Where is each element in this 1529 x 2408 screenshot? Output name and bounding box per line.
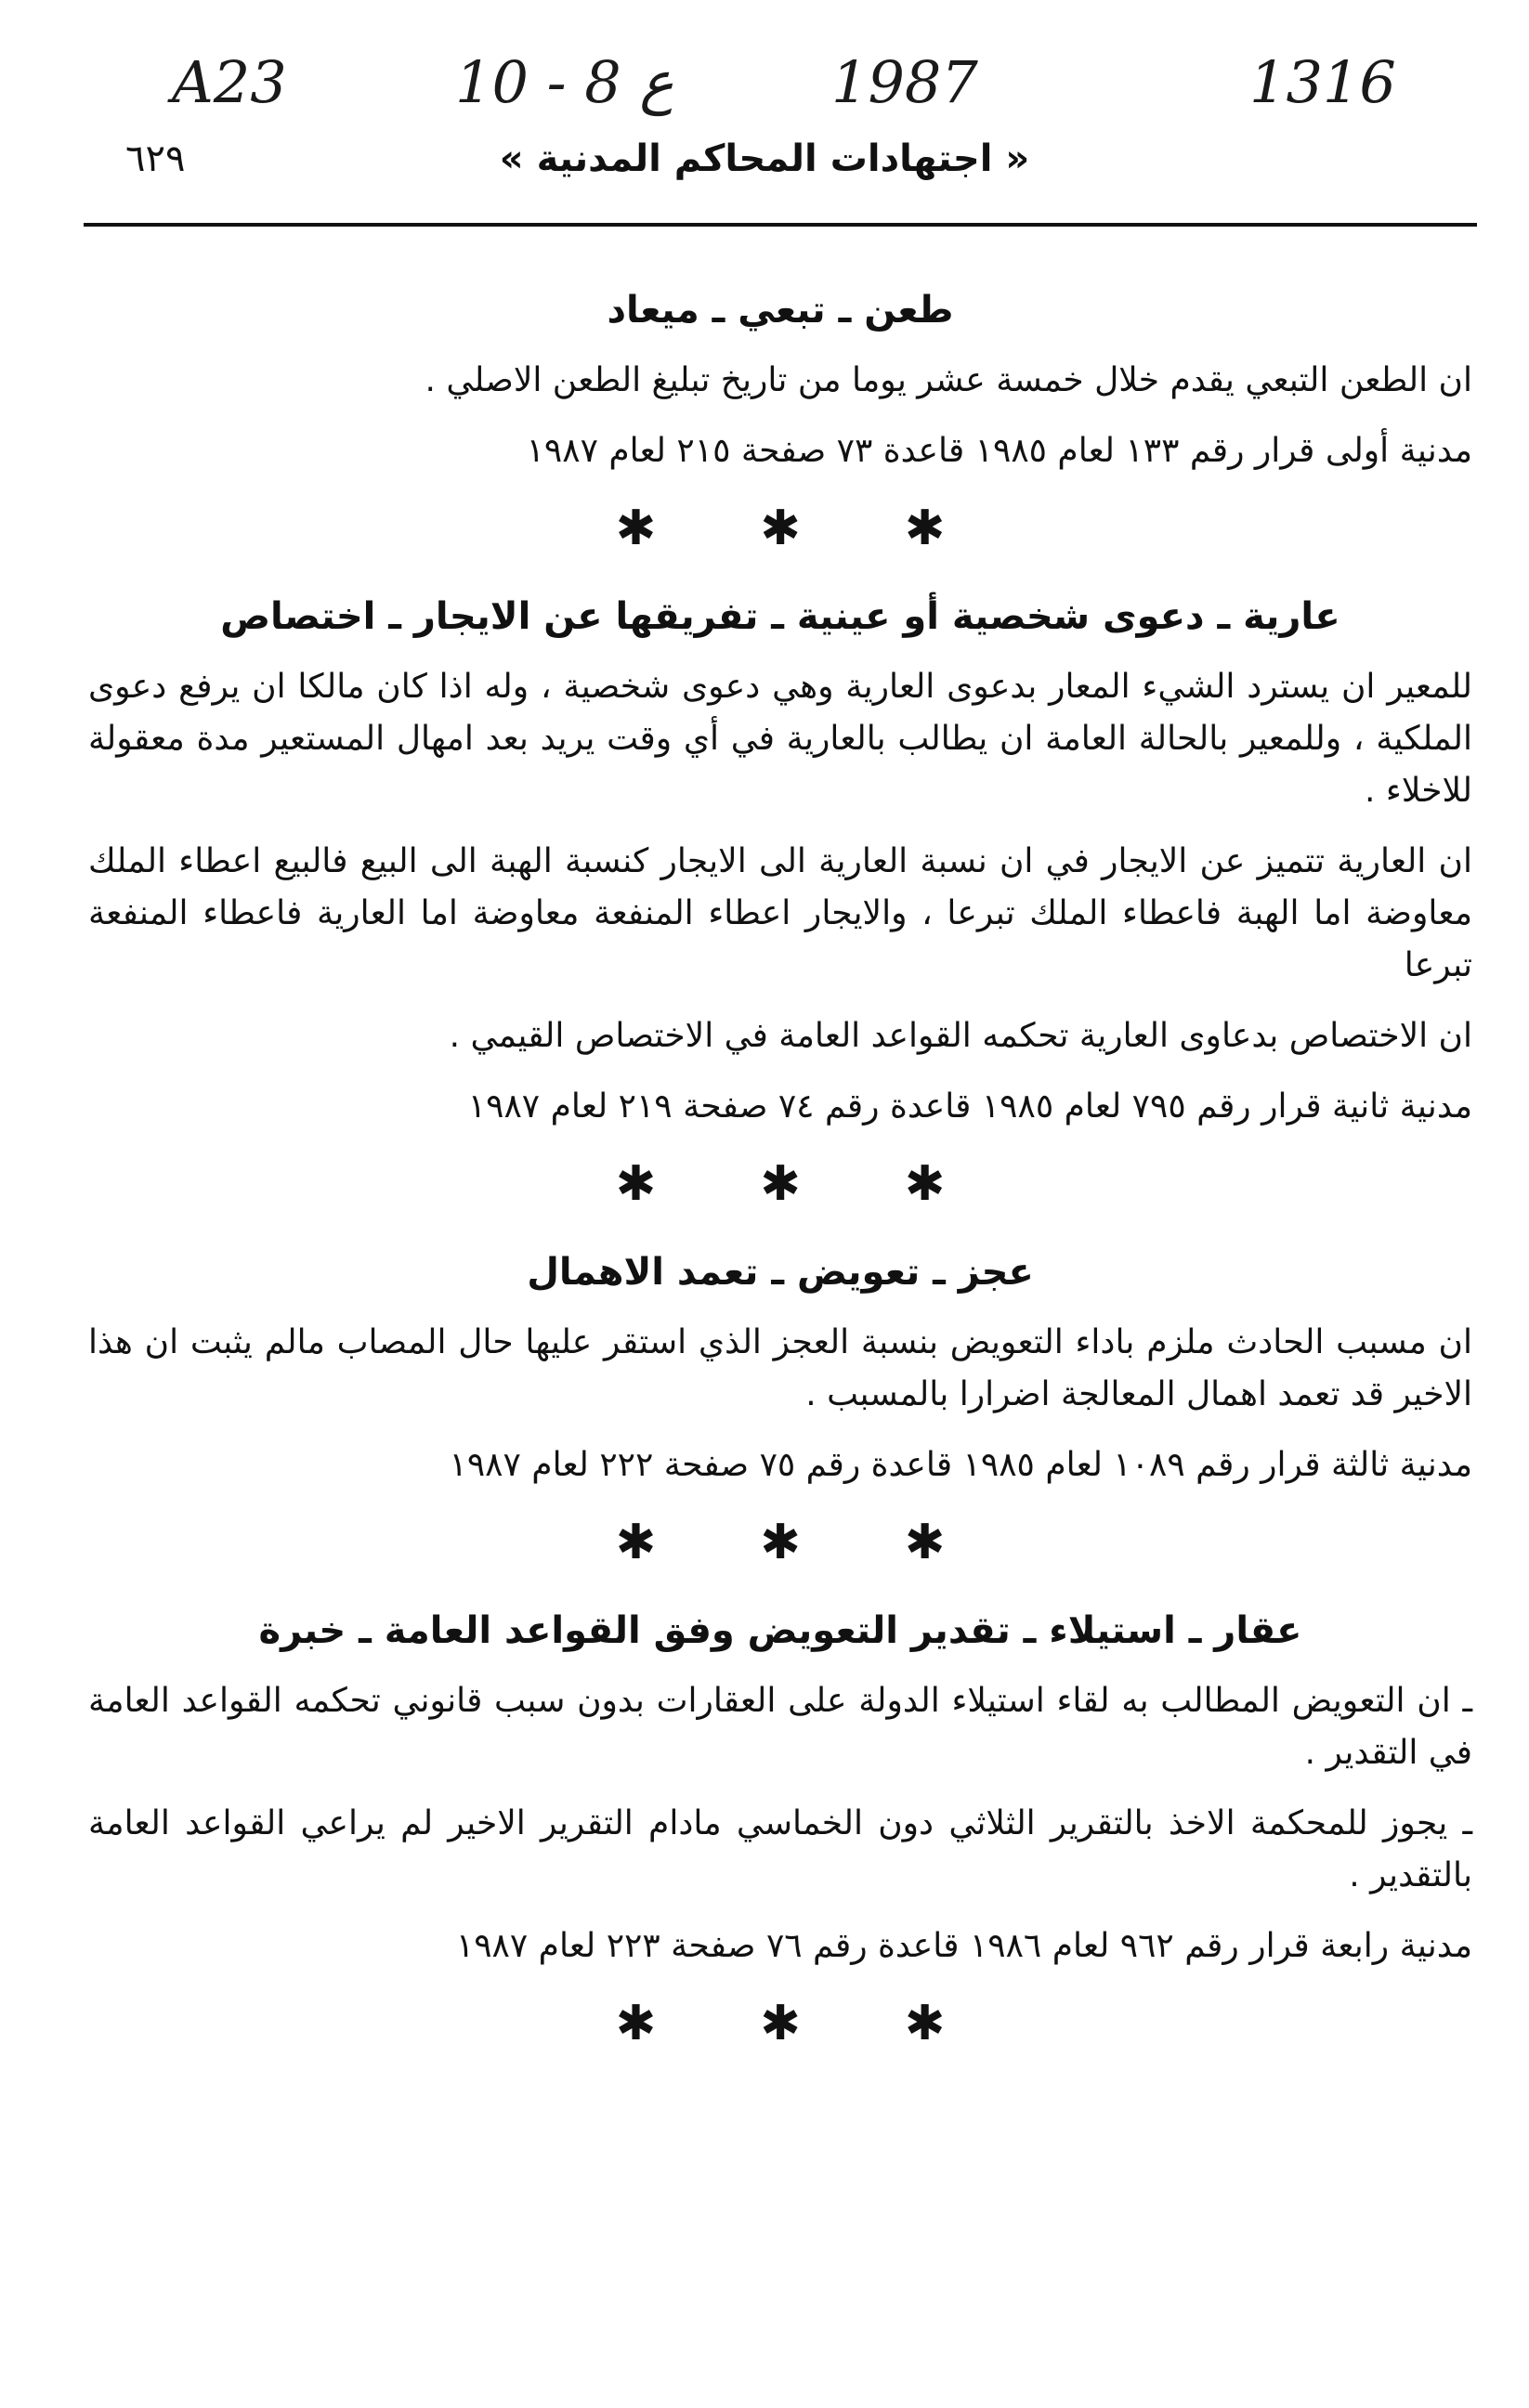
handwritten-code-right: 1316: [1249, 48, 1396, 116]
asterisk-icon: ✱: [760, 1996, 801, 2051]
asterisk-icon: ✱: [760, 1156, 801, 1212]
ruling-section: [88, 589, 1472, 1133]
ruling-section: [88, 1244, 1472, 1491]
ruling-section: [88, 1603, 1472, 1972]
section-heading: طعن ـ تبعي ـ ميعاد: [607, 289, 954, 332]
section-separator: [88, 1991, 1472, 2056]
section-heading: عارية ـ دعوى شخصية أو عينية ـ تفريقها عن الايجار ـ اختصاص: [220, 595, 1340, 638]
ruling-citation: مدنية ثانية قرار رقم ٧٩٥ لعام ١٩٨٥ قاعدة رقم ٧٤ صفحة ٢١٩ لعام ١٩٨٧: [467, 1087, 1472, 1126]
handwritten-date: 10 - 8 ع: [455, 48, 674, 116]
section-separator: [88, 496, 1472, 561]
ruling-citation: مدنية رابعة قرار رقم ٩٦٢ لعام ١٩٨٦ قاعدة رقم ٧٦ صفحة ٢٢٣ لعام ١٩٨٧: [455, 1927, 1472, 1965]
asterisk-icon: ✱: [615, 1996, 657, 2051]
ruling-citation: مدنية ثالثة قرار رقم ١٠٨٩ لعام ١٩٨٥ قاعدة رقم ٧٥ صفحة ٢٢٢ لعام ١٩٨٧: [449, 1446, 1472, 1484]
asterisk-icon: ✱: [904, 1996, 946, 2051]
asterisk-icon: ✱: [760, 501, 801, 556]
section-heading: عجز ـ تعويض ـ تعمد الاهمال: [527, 1251, 1034, 1294]
ruling-paragraph: ان العارية تتميز عن الايجار في ان نسبة العارية الى الايجار كنسبة الهبة الى البيع فالبيع اعطاء الملك معاوضة اما الهبة فاعطاء الملك تبرعا ، والايجار اعطاء المنفعة معاوضة اما العارية فاعطاء المنفعة تبرعا: [88, 842, 1472, 984]
asterisk-icon: ✱: [615, 501, 657, 556]
section-heading: عقار ـ استيلاء ـ تقدير التعويض وفق القواعد العامة ـ خبرة: [258, 1609, 1302, 1652]
ruling-paragraph: ـ ان التعويض المطالب به لقاء استيلاء الدولة على العقارات بدون سبب قانوني تحكمه القواعد العامة في التقدير .: [88, 1682, 1472, 1772]
asterisk-icon: ✱: [904, 1156, 946, 1212]
ruling-paragraph: ان الطعن التبعي يقدم خلال خمسة عشر يوما من تاريخ تبليغ الطعن الاصلي .: [425, 361, 1472, 399]
ruling-paragraph: للمعير ان يسترد الشيء المعار بدعوى العارية وهي دعوى شخصية ، وله اذا كان مالكا ان يرفع دعوى الملكية ، وللمعير بالحالة العامة ان يطالب بالعارية في أي وقت يريد بعد امهال المستعير مدة معقولة للاخلاء .: [88, 668, 1472, 810]
ruling-paragraph: ان الاختصاص بدعاوى العارية تحكمه القواعد العامة في الاختصاص القيمي .: [449, 1017, 1472, 1055]
asterisk-icon: ✱: [904, 501, 946, 556]
section-separator: [88, 1152, 1472, 1217]
running-title: « اجتهادات المحاكم المدنية »: [499, 137, 1030, 180]
ruling-paragraph: ـ يجوز للمحكمة الاخذ بالتقرير الثلاثي دون الخماسي مادام التقرير الاخير لم يراعي القواعد العامة بالتقدير .: [88, 1804, 1472, 1894]
handwritten-year: 1987: [831, 48, 978, 116]
header-rule: [84, 223, 1477, 227]
asterisk-icon: ✱: [760, 1515, 801, 1570]
page-number: ٦٢٩: [125, 137, 186, 180]
asterisk-icon: ✱: [615, 1515, 657, 1570]
ruling-section: [88, 282, 1472, 477]
section-separator: [88, 1510, 1472, 1575]
page-content: [88, 269, 1472, 2084]
handwritten-code-left: A23: [172, 48, 287, 116]
ruling-paragraph: ان مسبب الحادث ملزم باداء التعويض بنسبة العجز الذي استقر عليها حال المصاب مالم يثبت ان هذا الاخير قد تعمد اهمال المعالجة اضرارا بالمسبب .: [88, 1323, 1472, 1413]
asterisk-icon: ✱: [904, 1515, 946, 1570]
asterisk-icon: ✱: [615, 1156, 657, 1212]
ruling-citation: مدنية أولى قرار رقم ١٣٣ لعام ١٩٨٥ قاعدة ٧٣ صفحة ٢١٥ لعام ١٩٨٧: [526, 432, 1472, 470]
